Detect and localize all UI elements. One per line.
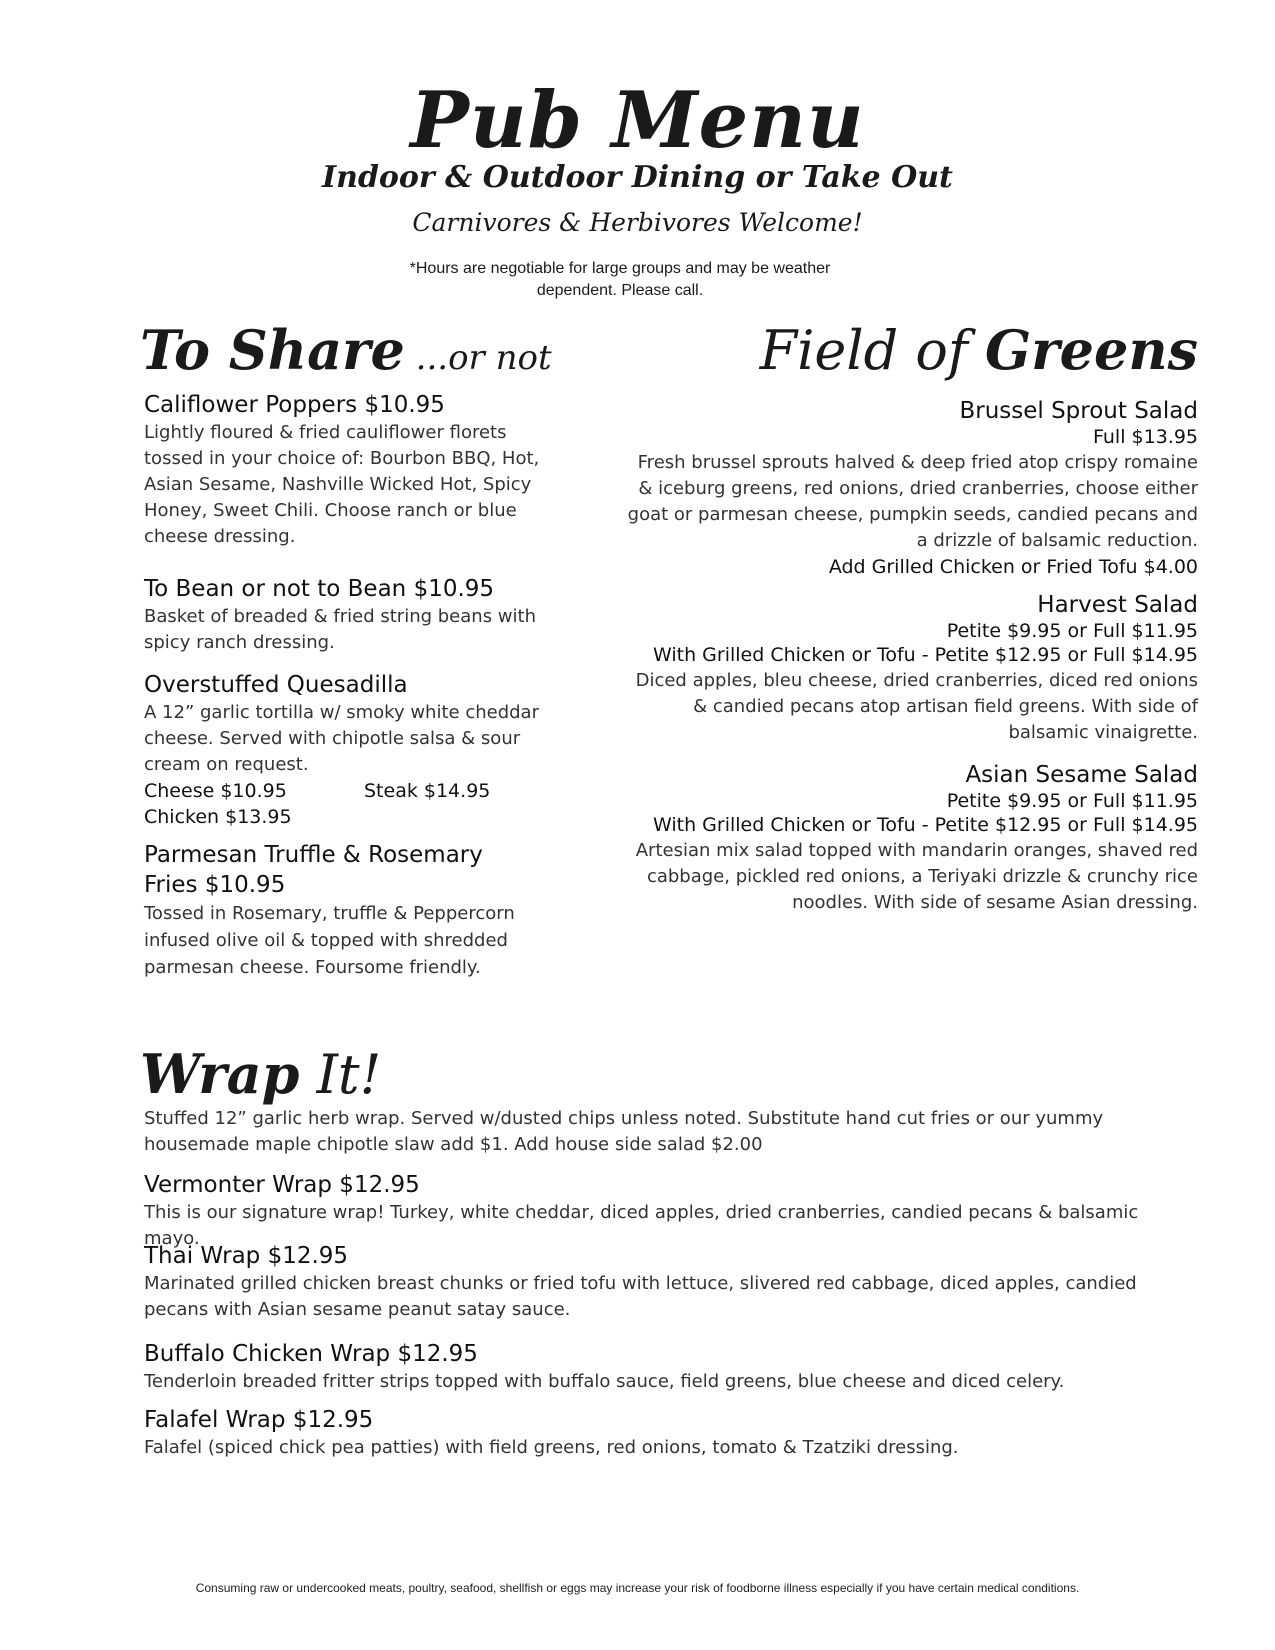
greens-heading bbox=[620, 318, 1198, 382]
item-name: Brussel Sprout Salad bbox=[959, 398, 1198, 424]
item-name: Califlower Poppers $10.95 bbox=[144, 392, 445, 418]
item-name: To Bean or not to Bean $10.95 bbox=[144, 576, 495, 602]
item-price-protein: With Grilled Chicken or Tofu - Petite $12.95 or Full $14.95 bbox=[653, 814, 1198, 836]
food-safety-disclaimer: Consuming raw or undercooked meats, poultry, seafood, shellfish or eggs may increase your risk of foodborne illness especially if you have certain medical conditions. bbox=[195, 1581, 1080, 1595]
menu-item bbox=[620, 592, 1198, 746]
item-description: Marinated grilled chicken breast chunks or fried tofu with lettuce, slivered red cabbage, diced apples, candied pecans with Asian sesame peanut satay sauce. bbox=[144, 1273, 1137, 1320]
item-description: Tenderloin breaded fritter strips topped with buffalo sauce, field greens, blue cheese and diced celery. bbox=[144, 1371, 1065, 1392]
price-cheese: Cheese $10.95 bbox=[144, 780, 287, 802]
price-chicken: Chicken $13.95 bbox=[144, 806, 292, 828]
item-description: A 12” garlic tortilla w/ smoky white cheddar cheese. Served with chipotle salsa & sour cream on request. bbox=[144, 702, 539, 775]
item-price: Petite $9.95 or Full $11.95 bbox=[946, 790, 1198, 812]
wrap-heading bbox=[140, 1042, 381, 1106]
item-name: Thai Wrap $12.95 bbox=[144, 1243, 349, 1269]
price-row bbox=[144, 780, 544, 802]
hours-note bbox=[380, 258, 860, 302]
menu-item bbox=[144, 392, 544, 550]
greens-heading-bold: Greens bbox=[985, 318, 1198, 382]
item-price: Petite $9.95 or Full $11.95 bbox=[946, 620, 1198, 642]
hours-note-line1: *Hours are negotiable for large groups and may be weather bbox=[409, 260, 831, 277]
item-name: Buffalo Chicken Wrap $12.95 bbox=[144, 1341, 478, 1367]
greens-heading-light: Field of bbox=[759, 319, 986, 382]
menu-subtitle: Indoor & Outdoor Dining or Take Out bbox=[322, 160, 953, 195]
item-name: Asian Sesame Salad bbox=[965, 762, 1198, 788]
item-description: Tossed in Rosemary, truffle & Peppercorn infused olive oil & topped with shredded parmesan cheese. Foursome friendly. bbox=[144, 903, 515, 978]
item-price-protein: With Grilled Chicken or Tofu - Petite $12.95 or Full $14.95 bbox=[653, 644, 1198, 666]
item-name: Harvest Salad bbox=[1037, 592, 1198, 618]
wrap-intro: Stuffed 12” garlic herb wrap. Served w/dusted chips unless noted. Substitute hand cut fries or our yummy housemade maple chipotle slaw add $1. Add house side salad $2.00 bbox=[144, 1108, 1104, 1155]
wrap-heading-bold: Wrap bbox=[140, 1042, 300, 1106]
menu-item bbox=[144, 1341, 1194, 1395]
menu-item bbox=[144, 672, 544, 828]
to-share-heading bbox=[140, 318, 552, 382]
item-description: Fresh brussel sprouts halved & deep fried atop crispy romaine & iceburg greens, red onions, dried cranberries, choose either goat or parmesan cheese, pumpkin seeds, candied pecans and a drizzle of balsamic reduction. bbox=[627, 452, 1198, 551]
item-name-line1: Parmesan Truffle & Rosemary bbox=[144, 842, 483, 868]
wrap-heading-light: It! bbox=[299, 1043, 382, 1106]
item-description: Lightly floured & fried cauliflower florets tossed in your choice of: Bourbon BBQ, Hot, Asian Sesame, Nashville Wicked Hot, Spicy Honey, Sweet Chili. Choose ranch or blue cheese dressing. bbox=[144, 422, 540, 547]
price-steak: Steak $14.95 bbox=[364, 780, 491, 802]
item-price: Full $13.95 bbox=[1092, 426, 1198, 448]
menu-item bbox=[144, 1243, 1194, 1323]
item-name: Vermonter Wrap $12.95 bbox=[144, 1172, 420, 1198]
menu-item bbox=[144, 576, 544, 656]
to-share-heading-bold: To Share bbox=[140, 318, 405, 382]
item-description: This is our signature wrap! Turkey, white cheddar, diced apples, dried cranberries, candied pecans & balsamic mayo. bbox=[144, 1202, 1139, 1249]
item-description: Falafel (spiced chick pea patties) with field greens, red onions, tomato & Tzatziki dressing. bbox=[144, 1437, 959, 1458]
item-description: Basket of breaded & fried string beans with spicy ranch dressing. bbox=[144, 606, 536, 653]
menu-item bbox=[620, 398, 1198, 578]
menu-item bbox=[144, 1407, 1194, 1461]
item-description: Artesian mix salad topped with mandarin oranges, shaved red cabbage, pickled red onions, a Teriyaki drizzle & crunchy rice noodles. With side of sesame Asian dressing. bbox=[635, 840, 1198, 913]
menu-title: Pub Menu bbox=[410, 75, 865, 166]
menu-tagline: Carnivores & Herbivores Welcome! bbox=[412, 208, 863, 237]
menu-item bbox=[620, 762, 1198, 916]
menu-item bbox=[144, 842, 544, 981]
item-name: Falafel Wrap $12.95 bbox=[144, 1407, 374, 1433]
item-addon: Add Grilled Chicken or Fried Tofu $4.00 bbox=[828, 556, 1198, 578]
to-share-heading-light: ...or not bbox=[404, 338, 552, 378]
item-name: Overstuffed Quesadilla bbox=[144, 672, 408, 698]
item-name-line2: Fries $10.95 bbox=[144, 872, 286, 898]
menu-item bbox=[144, 1172, 1194, 1252]
item-description: Diced apples, bleu cheese, dried cranberries, diced red onions & candied pecans atop artisan field greens. With side of balsamic vinaigrette. bbox=[635, 670, 1198, 743]
hours-note-line2: dependent. Please call. bbox=[536, 282, 704, 299]
